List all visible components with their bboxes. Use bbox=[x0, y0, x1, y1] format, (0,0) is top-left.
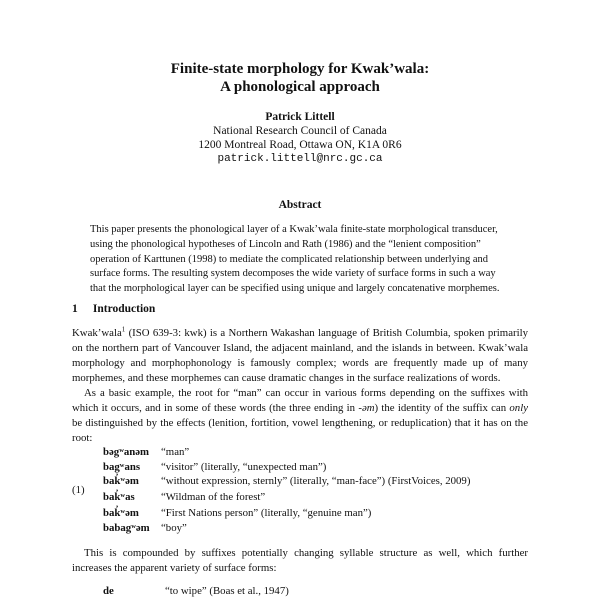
example-gloss: “Wildman of the forest” bbox=[161, 491, 266, 503]
paper-title-line1: Finite-state morphology for Kwak’wala: bbox=[170, 61, 430, 77]
example-form: bəgʷanəm bbox=[103, 446, 150, 458]
abstract-line: operation of Karttunen (1998) to mediate the complicated relationship between underlying and bbox=[90, 253, 488, 265]
suffix-em: -əm bbox=[358, 402, 375, 414]
example-row bbox=[103, 585, 289, 601]
abstract-line: using the phonological hypotheses of Lincoln and Rath (1986) and the “lenient composition” bbox=[90, 238, 481, 250]
section-title: Introduction bbox=[92, 303, 156, 315]
example-row bbox=[103, 522, 187, 538]
language-name: Kwak’wala bbox=[72, 327, 122, 339]
example-gloss: “without expression, sternly” (literally, “man-face”) (FirstVoices, 2009) bbox=[161, 475, 471, 487]
example-gloss: “to wipe” (Boas et al., 1947) bbox=[165, 585, 289, 597]
abstract-body bbox=[90, 223, 510, 297]
author-address: 1200 Montreal Road, Ottawa ON, K1A 0R6 bbox=[198, 139, 402, 151]
example-row bbox=[103, 446, 189, 462]
abstract-line: surface forms. The resulting system decomposes the wide variety of surface forms in such a way bbox=[90, 268, 496, 280]
author-email[interactable]: patrick.littell@nrc.gc.ca bbox=[217, 153, 383, 165]
example-form: bagʷans bbox=[103, 461, 141, 473]
example-row bbox=[103, 491, 265, 507]
example-form: bak̓ʷəm bbox=[103, 507, 139, 519]
example-form: bak̓ʷəm bbox=[103, 475, 139, 487]
intro-paragraph-2-text-c: be distinguished by the effects (lenition, fortition, vowel lengthening, or reduplication) that it has on the root: bbox=[72, 417, 528, 444]
abstract-line: that the morphological layer can be specified using unique and largely concatenative morphemes. bbox=[90, 283, 500, 295]
example-gloss: “boy” bbox=[161, 522, 187, 534]
paragraph-3: This is compounded by suffixes potentially changing syllable structure as well, which further increases the apparent variety of surface forms: bbox=[72, 547, 528, 574]
example-gloss: “visitor” (literally, “unexpected man”) bbox=[161, 461, 327, 473]
section-number: 1 bbox=[72, 303, 78, 315]
intro-paragraph-1 bbox=[72, 326, 528, 386]
author-name: Patrick Littell bbox=[265, 111, 335, 123]
abstract-line: This paper presents the phonological layer of a Kwak’wala finite-state morphological transducer, bbox=[90, 224, 498, 235]
intro-paragraph-2-text-b: ) the identity of the suffix can bbox=[374, 402, 510, 414]
intro-paragraph-2-text-a: As a basic example, the root for “man” can occur in various forms depending on the suffixes with which it occurs, and in some of these words (the three ending in bbox=[72, 387, 528, 414]
example-gloss: “First Nations person” (literally, “genuine man”) bbox=[161, 507, 372, 519]
example-gloss: “man” bbox=[161, 446, 190, 458]
example-number: (1) bbox=[72, 484, 85, 496]
example-form: bak̓ʷas bbox=[103, 491, 135, 503]
emphasis-only: only bbox=[509, 402, 528, 414]
intro-paragraph-2 bbox=[72, 386, 528, 446]
example-row bbox=[103, 475, 470, 491]
example-row bbox=[103, 507, 371, 523]
example-form: de bbox=[103, 585, 114, 597]
section-heading bbox=[72, 303, 155, 315]
abstract-heading: Abstract bbox=[278, 199, 322, 211]
paper-title-line2: A phonological approach bbox=[220, 79, 380, 95]
example-form: babagʷəm bbox=[103, 522, 150, 534]
author-affiliation: National Research Council of Canada bbox=[213, 125, 387, 137]
footnote-marker[interactable]: 1 bbox=[121, 325, 126, 334]
intro-paragraph-1-text: (ISO 639-3: kwk) is a Northern Wakashan language of British Columbia, spoken primarily on the northern part of Vancouver Island, the adjacent mainland, and the islands in between. Kwak’wala morphology and morphophonology is famously complex; words are frequently made up of many morphemes, and these morphemes can cause dramatic changes in the surface realizations of words. bbox=[72, 327, 528, 384]
